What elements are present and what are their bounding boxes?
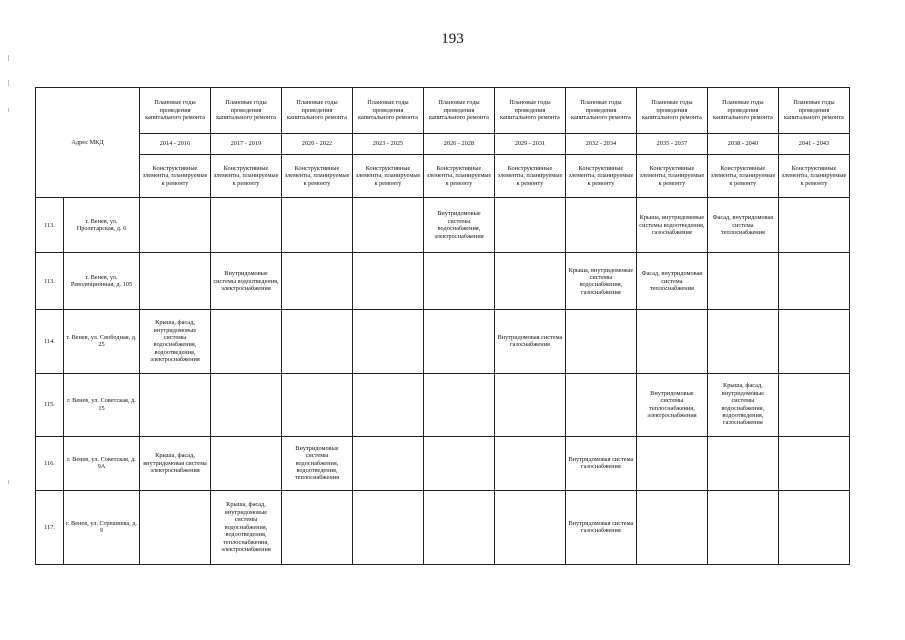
building-address: г. Венев, ул. Советская, д. 9А (64, 436, 140, 490)
period-title-cell: Плановые годы проведения капитального ремонта (423, 88, 494, 134)
building-address: г. Венев, ул. Революционная, д. 105 (64, 253, 140, 310)
row-number: 115. (36, 373, 64, 436)
repair-elements-cell (636, 490, 707, 564)
repair-elements-cell: Внутридомовая система газоснабжения (565, 490, 636, 564)
repair-elements-cell (140, 373, 211, 436)
row-number: 113. (36, 253, 64, 310)
table-row (36, 253, 850, 310)
elements-title-cell: Конструктивные элементы, планируемые к ремонту (707, 155, 778, 198)
row-number: 117. (36, 490, 64, 564)
elements-title-cell: Конструктивные элементы, планируемые к ремонту (423, 155, 494, 198)
elements-title-cell: Конструктивные элементы, планируемые к ремонту (778, 155, 849, 198)
repair-elements-cell (211, 373, 282, 436)
repair-elements-cell (281, 490, 352, 564)
table-row (36, 310, 850, 373)
repair-elements-cell (281, 198, 352, 253)
repair-elements-cell (494, 490, 565, 564)
period-title-cell: Плановые годы проведения капитального ремонта (281, 88, 352, 134)
repair-elements-cell (423, 253, 494, 310)
repair-elements-cell (778, 490, 849, 564)
repair-elements-cell: Крыша, фасад, внутридомовые системы водоснабжения, водоотведения, теплоснабжения, электроснабжения (211, 490, 282, 564)
repair-elements-cell (140, 253, 211, 310)
repair-elements-cell (707, 436, 778, 490)
repair-elements-cell (352, 436, 423, 490)
repair-elements-cell (211, 310, 282, 373)
repair-elements-cell (778, 198, 849, 253)
header-row-periods (36, 134, 850, 155)
repair-elements-cell: Внутридомовая система газоснабжения (494, 310, 565, 373)
repair-elements-cell (352, 373, 423, 436)
row-number: 113. (36, 198, 64, 253)
table-row (36, 436, 850, 490)
repair-elements-cell (281, 253, 352, 310)
elements-title-cell: Конструктивные элементы, планируемые к ремонту (281, 155, 352, 198)
building-address: г. Венев, ул. Свободная, д. 25 (64, 310, 140, 373)
repair-elements-cell (778, 310, 849, 373)
repair-elements-cell (352, 198, 423, 253)
elements-title-cell: Конструктивные элементы, планируемые к ремонту (565, 155, 636, 198)
repair-elements-cell (352, 310, 423, 373)
repair-elements-cell (211, 436, 282, 490)
margin-mark (8, 80, 9, 86)
repair-elements-cell (423, 490, 494, 564)
period-range-cell: 2023 - 2025 (352, 134, 423, 155)
table-row (36, 373, 850, 436)
period-range-cell: 2026 - 2028 (423, 134, 494, 155)
repair-elements-cell (494, 373, 565, 436)
repair-elements-cell (423, 310, 494, 373)
period-range-cell: 2032 - 2034 (565, 134, 636, 155)
elements-title-cell: Конструктивные элементы, планируемые к ремонту (352, 155, 423, 198)
period-range-cell: 2029 - 2031 (494, 134, 565, 155)
repair-elements-cell: Крыша, фасад, внутридомовые системы водоснабжения, водоотведения, газоснабжения (707, 373, 778, 436)
repair-elements-cell (707, 310, 778, 373)
period-title-cell: Плановые годы проведения капитального ремонта (778, 88, 849, 134)
elements-title-cell: Конструктивные элементы, планируемые к ремонту (636, 155, 707, 198)
repair-elements-cell (352, 253, 423, 310)
address-column-header: Адрес МКД (36, 88, 140, 198)
header-row-period-title (36, 88, 850, 134)
elements-title-cell: Конструктивные элементы, планируемые к ремонту (140, 155, 211, 198)
period-title-cell: Плановые годы проведения капитального ремонта (707, 88, 778, 134)
repair-elements-cell: Фасад, внутридомовая система теплоснабжения (707, 198, 778, 253)
period-title-cell: Плановые годы проведения капитального ремонта (140, 88, 211, 134)
repair-elements-cell (423, 373, 494, 436)
period-range-cell: 2035 - 2037 (636, 134, 707, 155)
period-range-cell: 2017 - 2019 (211, 134, 282, 155)
repair-elements-cell: Крыша, фасад, внутридомовая система электроснабжения (140, 436, 211, 490)
building-address: г. Венев, ул. Советская, д. 15 (64, 373, 140, 436)
repair-elements-cell (636, 310, 707, 373)
repair-elements-cell: Внутридомовая система газоснабжения (565, 436, 636, 490)
repair-elements-cell: Внутридомовые системы водоснабжения, водоотведения, теплоснабжения (281, 436, 352, 490)
margin-mark (8, 108, 9, 112)
repair-elements-cell (707, 490, 778, 564)
repair-elements-cell: Внутридомовые системы водоснабжения, электроснабжения (423, 198, 494, 253)
repair-elements-cell: Крыша, фасад, внутридомовые системы водоснабжения, водоотведения, электроснабжения (140, 310, 211, 373)
repair-elements-cell: Крыша, внутридомовые системы водоотведения, газоснабжения (636, 198, 707, 253)
period-title-cell: Плановые годы проведения капитального ремонта (565, 88, 636, 134)
table-row (36, 198, 850, 253)
repair-elements-cell: Внутридомовые системы водоотведения, электроснабжения (211, 253, 282, 310)
repair-elements-cell (494, 436, 565, 490)
elements-title-cell: Конструктивные элементы, планируемые к ремонту (211, 155, 282, 198)
row-number: 114. (36, 310, 64, 373)
capital-repair-plan-table (35, 87, 850, 565)
repair-elements-cell (778, 373, 849, 436)
period-title-cell: Плановые годы проведения капитального ремонта (494, 88, 565, 134)
repair-elements-cell (636, 436, 707, 490)
period-range-cell: 2038 - 2040 (707, 134, 778, 155)
repair-elements-cell (211, 198, 282, 253)
repair-elements-cell (778, 436, 849, 490)
repair-elements-cell (140, 198, 211, 253)
margin-mark (8, 55, 9, 61)
repair-elements-cell (494, 198, 565, 253)
repair-elements-cell (281, 310, 352, 373)
elements-title-cell: Конструктивные элементы, планируемые к ремонту (494, 155, 565, 198)
period-range-cell: 2020 - 2022 (281, 134, 352, 155)
period-title-cell: Плановые годы проведения капитального ремонта (352, 88, 423, 134)
period-title-cell: Плановые годы проведения капитального ремонта (636, 88, 707, 134)
repair-elements-cell (565, 310, 636, 373)
repair-elements-cell (565, 198, 636, 253)
table-row (36, 490, 850, 564)
repair-elements-cell: Внутридомовые системы теплоснабжения, электроснабжения (636, 373, 707, 436)
repair-elements-cell (494, 253, 565, 310)
repair-elements-cell (140, 490, 211, 564)
margin-mark (8, 480, 9, 484)
period-range-cell: 2041 - 2043 (778, 134, 849, 155)
repair-elements-cell (423, 436, 494, 490)
page-number: 193 (441, 31, 464, 47)
repair-elements-cell (778, 253, 849, 310)
repair-elements-cell: Фасад, внутридомовая система теплоснабжения (636, 253, 707, 310)
repair-elements-cell (352, 490, 423, 564)
repair-elements-cell: Крыша, внутридомовые системы водоснабжения, газоснабжения (565, 253, 636, 310)
repair-elements-cell (281, 373, 352, 436)
repair-elements-cell (707, 253, 778, 310)
period-range-cell: 2014 - 2016 (140, 134, 211, 155)
row-number: 116. (36, 436, 64, 490)
period-title-cell: Плановые годы проведения капитального ремонта (211, 88, 282, 134)
building-address: г. Венев, ул. Стрешнева, д. 9 (64, 490, 140, 564)
building-address: г. Венев, ул. Пролетарская, д. 6 (64, 198, 140, 253)
header-row-elements-title (36, 155, 850, 198)
repair-elements-cell (565, 373, 636, 436)
